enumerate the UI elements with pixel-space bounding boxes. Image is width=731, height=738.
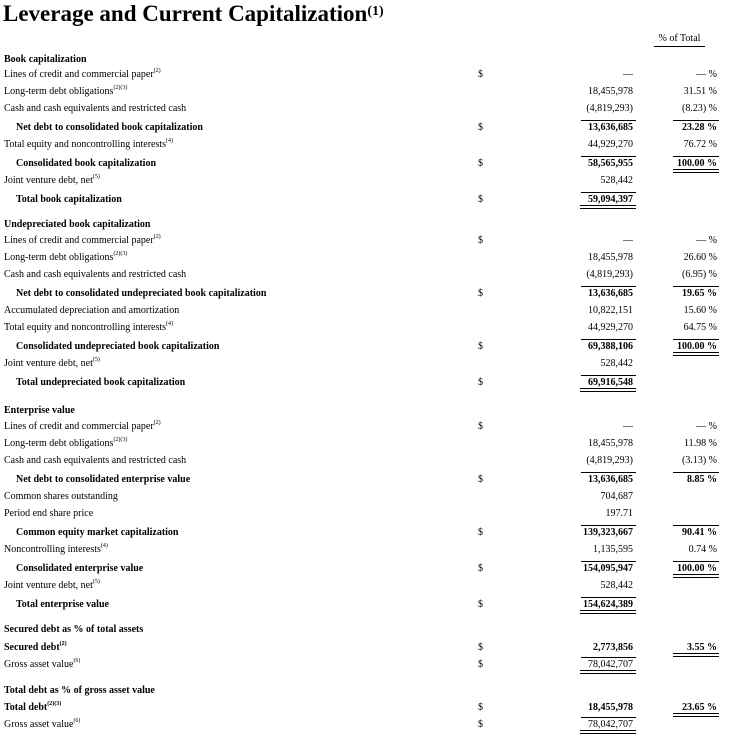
dollar-sign: $ xyxy=(478,599,483,610)
row-label: Gross asset value$^{(6)}$ xyxy=(4,658,81,670)
footnote-ref: (2) xyxy=(153,68,161,74)
percent-value: 100.00 % xyxy=(672,341,717,352)
percent-value: — % xyxy=(696,69,717,80)
table-row xyxy=(0,453,731,470)
row-label: Consolidated book capitalization xyxy=(16,158,157,169)
table-row xyxy=(0,320,731,337)
section-label: Secured debt as % of total assets xyxy=(4,624,144,635)
footnote-ref: (4) xyxy=(100,543,108,549)
amount-value: 58,565,955 xyxy=(588,158,633,169)
section-header xyxy=(0,403,731,420)
row-label: Net debt to consolidated undepreciated book capitalization xyxy=(16,288,267,299)
footnote-ref: (2) xyxy=(153,234,161,240)
table-row xyxy=(0,137,731,154)
percent-value: (3.13) % xyxy=(682,455,717,466)
table-row xyxy=(0,506,731,523)
amount-value: (4,819,293) xyxy=(586,455,633,466)
footnote-ref: (5) xyxy=(92,357,100,363)
amount-value: 78,042,707 xyxy=(580,659,633,670)
row-label: Accumulated depreciation and amortization xyxy=(4,305,180,316)
amount-value: 704,687 xyxy=(600,491,633,502)
amount-value: 528,442 xyxy=(600,358,633,369)
amount-value: (4,819,293) xyxy=(586,103,633,114)
footnote-ref: (4) xyxy=(166,321,174,327)
row-label: Total debt$^{(2)(3)}$ xyxy=(4,701,62,713)
amount-value: 44,929,270 xyxy=(588,139,633,150)
percent-value: 19.65 % xyxy=(682,288,717,299)
percent-value: 23.65 % xyxy=(672,702,717,713)
dollar-sign: $ xyxy=(478,642,483,653)
table-row xyxy=(0,375,731,392)
dollar-sign: $ xyxy=(478,527,483,538)
percent-value: 76.72 % xyxy=(683,139,717,150)
dollar-sign: $ xyxy=(478,421,483,432)
footnote-ref: (4) xyxy=(166,138,174,144)
row-label: Cash and cash equivalents and restricted cash xyxy=(4,269,187,280)
section-label: Book capitalization xyxy=(4,54,87,65)
percent-value: 31.51 % xyxy=(683,86,717,97)
section-label: Total debt as % of gross asset value xyxy=(4,685,155,696)
percent-value: 64.75 % xyxy=(683,322,717,333)
table-row xyxy=(0,700,731,717)
page-title: Leverage and Current Capitalization$^{(1)}$ xyxy=(3,1,384,26)
footnote-ref: (2)(3) xyxy=(47,701,62,707)
table-row xyxy=(0,489,731,506)
dollar-sign: $ xyxy=(478,288,483,299)
row-label: Total enterprise value xyxy=(16,599,109,610)
amount-value: 18,455,978 xyxy=(588,438,633,449)
percent-value: — % xyxy=(696,235,717,246)
percent-value: 15.60 % xyxy=(683,305,717,316)
row-label: Consolidated undepreciated book capitalization xyxy=(16,341,220,352)
dollar-sign: $ xyxy=(478,719,483,730)
percent-value: 23.28 % xyxy=(682,122,717,133)
table-row xyxy=(0,67,731,84)
amount-value: — xyxy=(623,235,633,246)
amount-value: 44,929,270 xyxy=(588,322,633,333)
amount-value: — xyxy=(623,69,633,80)
row-label: Joint venture debt, net$^{(5)}$ xyxy=(4,579,100,591)
row-label: Total equity and noncontrolling interests$^{(4)}$ xyxy=(4,138,174,150)
row-label: Joint venture debt, net$^{(5)}$ xyxy=(4,174,100,186)
footnote-ref: (6) xyxy=(73,718,81,724)
row-label: Lines of credit and commercial paper$^{(2)}$ xyxy=(4,420,161,432)
row-label: Long-term debt obligations$^{(2)(3)}$ xyxy=(4,85,128,97)
table-row xyxy=(0,419,731,436)
amount-value: 69,916,548 xyxy=(580,377,633,388)
row-label: Long-term debt obligations$^{(2)(3)}$ xyxy=(4,251,128,263)
table-row xyxy=(0,303,731,320)
amount-value: 2,773,856 xyxy=(593,642,633,653)
dollar-sign: $ xyxy=(478,659,483,670)
table-row xyxy=(0,436,731,453)
percent-value: 11.98 % xyxy=(684,438,717,449)
amount-value: 13,636,685 xyxy=(588,288,633,299)
table-row xyxy=(0,561,731,578)
table-row xyxy=(0,657,731,674)
table-row xyxy=(0,286,731,303)
percent-value: 3.55 % xyxy=(672,642,717,653)
footnote-ref: (2)(3) xyxy=(113,85,128,91)
dollar-sign: $ xyxy=(478,69,483,80)
footnote-ref: (2)(3) xyxy=(113,437,128,443)
dollar-sign: $ xyxy=(478,377,483,388)
footnote-ref: (5) xyxy=(92,174,100,180)
row-label: Secured debt$^{(2)}$ xyxy=(4,641,67,653)
percent-value: 90.41 % xyxy=(682,527,717,538)
table-row xyxy=(0,120,731,137)
percent-value: 100.00 % xyxy=(672,158,717,169)
row-label: Total equity and noncontrolling interests$^{(4)}$ xyxy=(4,321,174,333)
table-row xyxy=(0,233,731,250)
table-row xyxy=(0,267,731,284)
dollar-sign: $ xyxy=(478,474,483,485)
row-label: Net debt to consolidated book capitalization xyxy=(16,122,203,133)
footnote-ref: (2) xyxy=(59,641,67,647)
table-row xyxy=(0,640,731,657)
table-row xyxy=(0,472,731,489)
amount-value: 154,624,389 xyxy=(580,599,633,610)
section-label: Undepreciated book capitalization xyxy=(4,219,151,230)
row-label: Common equity market capitalization xyxy=(16,527,179,538)
amount-value: 528,442 xyxy=(600,175,633,186)
amount-value: 78,042,707 xyxy=(580,719,633,730)
percent-value: — % xyxy=(696,421,717,432)
percent-value: 8.85 % xyxy=(687,474,717,485)
row-label: Lines of credit and commercial paper$^{(2)}$ xyxy=(4,68,161,80)
table-row xyxy=(0,717,731,734)
section-header xyxy=(0,622,731,639)
table-row xyxy=(0,597,731,614)
row-label: Gross asset value$^{(6)}$ xyxy=(4,718,81,730)
row-label: Noncontrolling interests$^{(4)}$ xyxy=(4,543,108,555)
dollar-sign: $ xyxy=(478,122,483,133)
dollar-sign: $ xyxy=(478,194,483,205)
table-row xyxy=(0,578,731,595)
dollar-sign: $ xyxy=(478,235,483,246)
percent-value: 0.74 % xyxy=(688,544,717,555)
percent-value: 100.00 % xyxy=(672,563,717,574)
amount-value: 18,455,978 xyxy=(588,86,633,97)
table-row xyxy=(0,173,731,190)
table-row xyxy=(0,542,731,559)
row-label: Period end share price xyxy=(4,508,94,519)
table-row xyxy=(0,101,731,118)
dollar-sign: $ xyxy=(478,341,483,352)
title-footnote: (1) xyxy=(367,4,384,19)
table-row xyxy=(0,339,731,356)
dollar-sign: $ xyxy=(478,702,483,713)
amount-value: 154,095,947 xyxy=(583,563,633,574)
dollar-sign: $ xyxy=(478,158,483,169)
amount-value: 139,323,667 xyxy=(583,527,633,538)
dollar-sign: $ xyxy=(478,563,483,574)
amount-value: 197.71 xyxy=(605,508,633,519)
row-label: Joint venture debt, net$^{(5)}$ xyxy=(4,357,100,369)
row-label: Consolidated enterprise value xyxy=(16,563,144,574)
amount-value: (4,819,293) xyxy=(586,269,633,280)
footnote-ref: (6) xyxy=(73,658,81,664)
table-row xyxy=(0,192,731,209)
table-row xyxy=(0,156,731,173)
row-label: Total book capitalization xyxy=(16,194,122,205)
amount-value: 13,636,685 xyxy=(588,474,633,485)
amount-value: 69,388,106 xyxy=(588,341,633,352)
percent-value: 26.60 % xyxy=(683,252,717,263)
amount-value: 59,094,397 xyxy=(580,194,633,205)
table-row xyxy=(0,356,731,373)
table-row xyxy=(0,84,731,101)
amount-value: — xyxy=(623,421,633,432)
table-row xyxy=(0,525,731,542)
amount-value: 528,442 xyxy=(600,580,633,591)
row-label: Net debt to consolidated enterprise value xyxy=(16,474,191,485)
amount-value: 1,135,595 xyxy=(593,544,633,555)
amount-value: 13,636,685 xyxy=(588,122,633,133)
amount-value: 18,455,978 xyxy=(588,702,633,713)
row-label: Total undepreciated book capitalization xyxy=(16,377,186,388)
amount-value: 10,822,151 xyxy=(588,305,633,316)
percent-of-total-header: % of Total xyxy=(654,32,705,47)
footnote-ref: (2)(3) xyxy=(113,251,128,257)
row-label: Cash and cash equivalents and restricted cash xyxy=(4,103,187,114)
row-label: Common shares outstanding xyxy=(4,491,118,502)
table-row xyxy=(0,250,731,267)
row-label: Long-term debt obligations$^{(2)(3)}$ xyxy=(4,437,128,449)
row-label: Lines of credit and commercial paper$^{(2)}$ xyxy=(4,234,161,246)
section-header xyxy=(0,683,731,700)
percent-value: (6.95) % xyxy=(682,269,717,280)
row-label: Cash and cash equivalents and restricted cash xyxy=(4,455,187,466)
amount-value: 18,455,978 xyxy=(588,252,633,263)
footnote-ref: (5) xyxy=(92,579,100,585)
percent-value: (8.23) % xyxy=(682,103,717,114)
section-header xyxy=(0,217,731,234)
section-label: Enterprise value xyxy=(4,405,75,416)
footnote-ref: (2) xyxy=(153,420,161,426)
